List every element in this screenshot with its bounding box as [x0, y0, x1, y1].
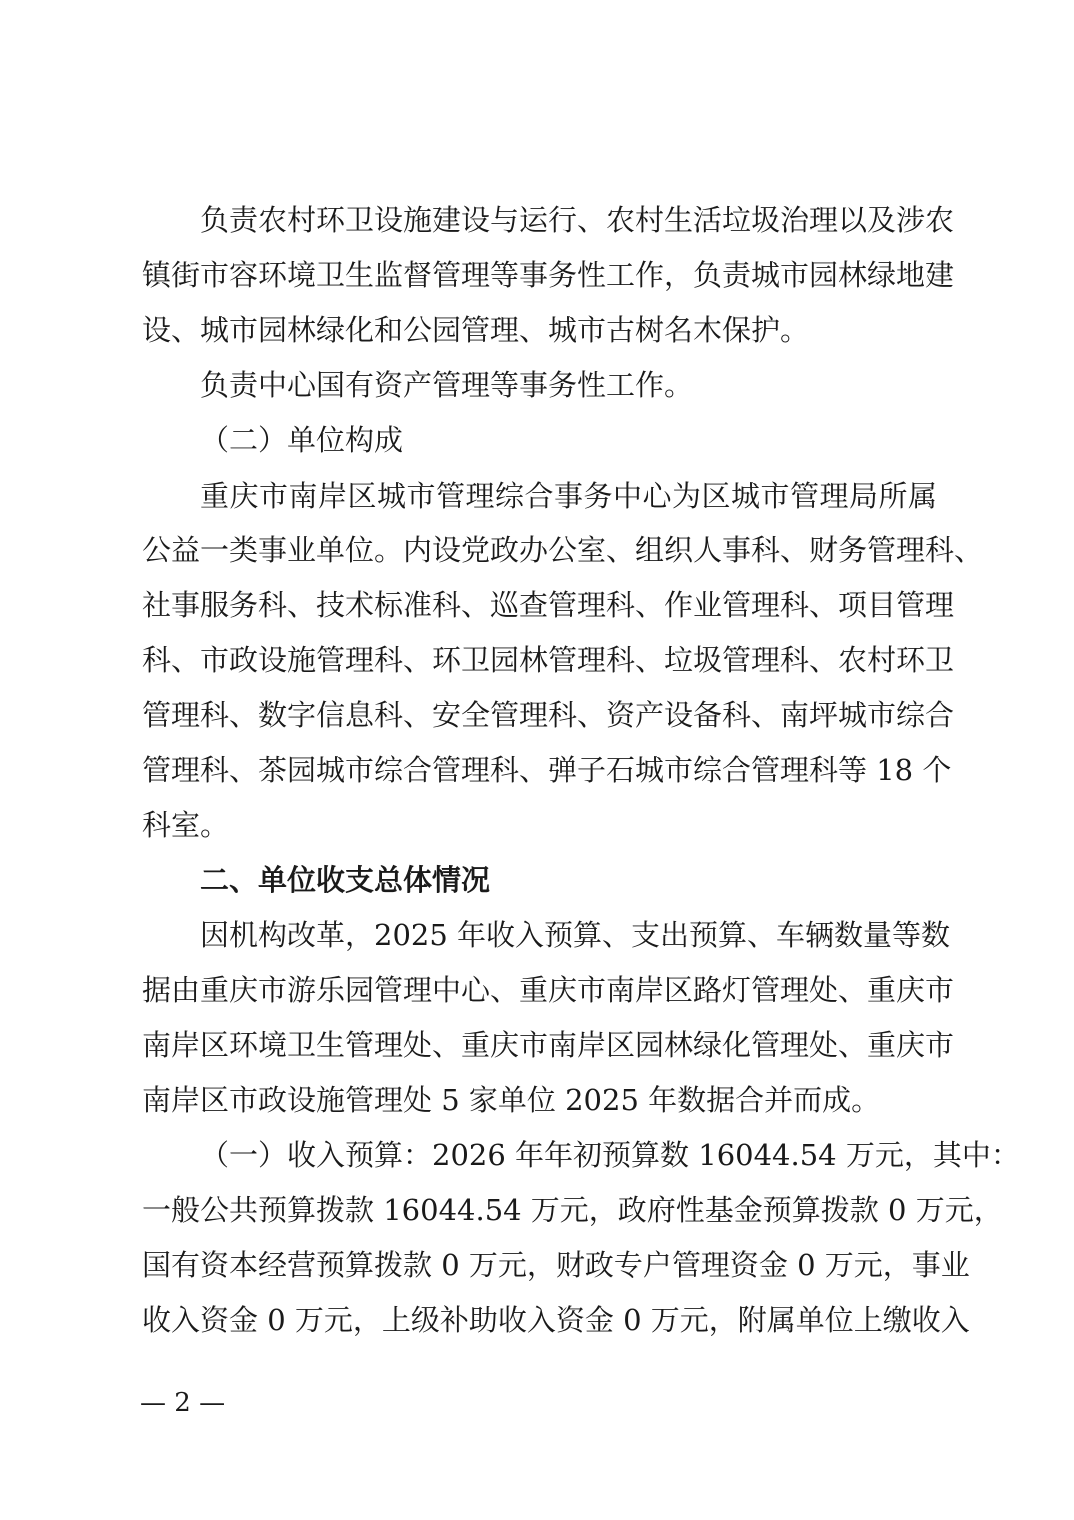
paragraph-line: 科室。: [142, 808, 230, 842]
paragraph-line: 负责中心国有资产管理等事务性工作。: [200, 368, 694, 402]
paragraph-line: 南岸区市政设施管理处 5 家单位 2025 年数据合并而成。: [142, 1083, 881, 1117]
section-heading: 二、单位收支总体情况: [200, 863, 491, 897]
paragraph-line: （一）收入预算：2026 年年初预算数 16044.54 万元，其中：: [200, 1138, 1020, 1172]
paragraph-line: 重庆市南岸区城市管理综合事务中心为区城市管理局所属: [200, 479, 937, 513]
paragraph-line: 南岸区环境卫生管理处、重庆市南岸区园林绿化管理处、重庆市: [142, 1028, 955, 1062]
paragraph-line: 科、市政设施管理科、环卫园林管理科、垃圾管理科、农村环卫: [142, 643, 955, 677]
paragraph-line: 设、城市园林绿化和公园管理、城市古树名木保护。: [142, 313, 810, 347]
page-number: — 2 —: [140, 1388, 226, 1418]
paragraph-line: 负责农村环卫设施建设与运行、农村生活垃圾治理以及涉农: [200, 203, 955, 237]
paragraph-line: 因机构改革，2025 年收入预算、支出预算、车辆数量等数: [200, 918, 951, 952]
paragraph-line: 收入资金 0 万元，上级补助收入资金 0 万元，附属单位上缴收入: [142, 1303, 970, 1337]
paragraph-line: 公益一类事业单位。内设党政办公室、组织人事科、财务管理科、: [142, 533, 984, 567]
paragraph-line: 国有资本经营预算拨款 0 万元，财政专户管理资金 0 万元，事业: [142, 1248, 970, 1282]
section-subheading: （二）单位构成: [200, 423, 404, 457]
paragraph-line: 社事服务科、技术标准科、巡查管理科、作业管理科、项目管理: [142, 588, 955, 622]
paragraph-line: 据由重庆市游乐园管理中心、重庆市南岸区路灯管理处、重庆市: [142, 973, 955, 1007]
paragraph-line: 镇街市容环境卫生监督管理等事务性工作，负责城市园林绿地建: [142, 258, 955, 292]
paragraph-line: 管理科、数字信息科、安全管理科、资产设备科、南坪城市综合: [142, 698, 955, 732]
paragraph-line: 一般公共预算拨款 16044.54 万元，政府性基金预算拨款 0 万元，: [142, 1193, 1003, 1227]
paragraph-line: 管理科、茶园城市综合管理科、弹子石城市综合管理科等 18 个: [142, 753, 952, 787]
